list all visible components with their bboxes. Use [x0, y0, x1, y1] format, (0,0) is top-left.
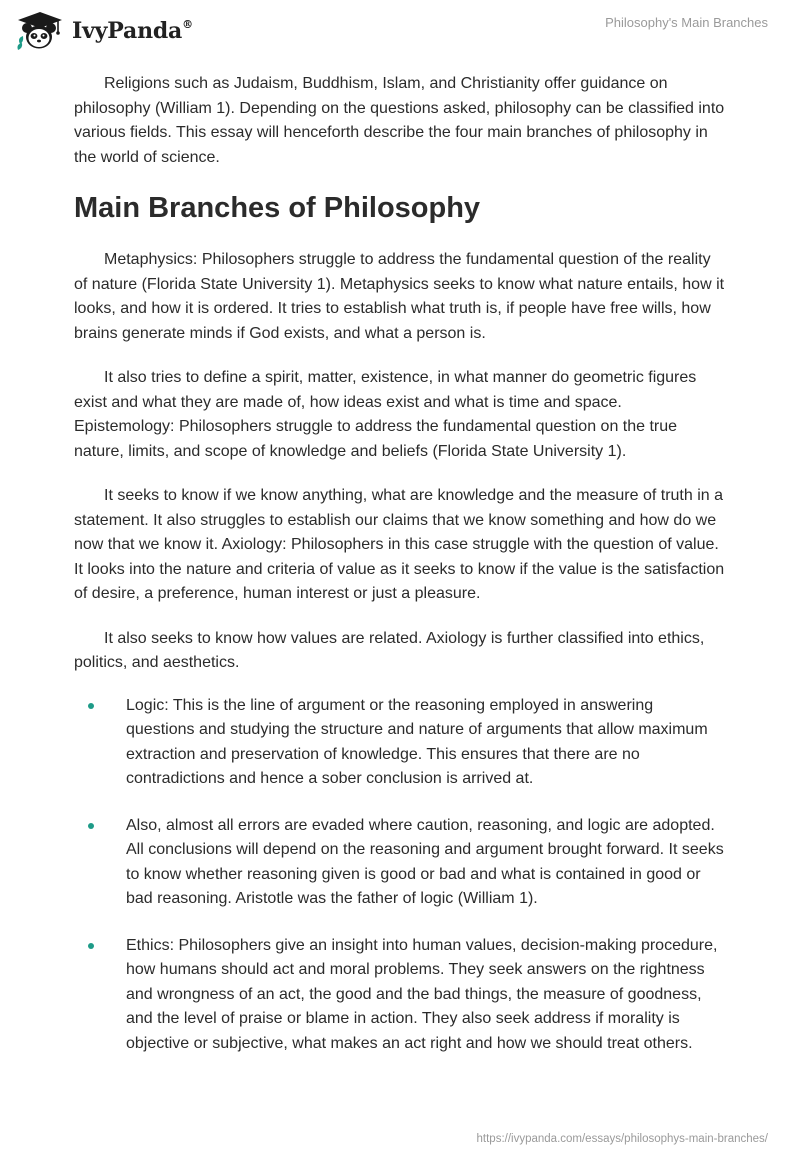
- list-item-text: Also, almost all errors are evaded where caution, reasoning, and logic are adopted. All conclusions will depend on the reasoning and argument brought forward. It seeks to know whether reasoning given is good or bad and what is contained in good or bad reasoning. Aristotle was the father of logic (William 1).: [126, 816, 724, 907]
- list-item: [126, 934, 726, 1057]
- source-url[interactable]: https://ivypanda.com/essays/philosophys-main-branches/: [476, 1133, 768, 1145]
- logo-wordmark: IvyPanda®: [72, 17, 193, 44]
- bullet-dot-icon: [88, 943, 94, 949]
- list-item: [126, 814, 726, 912]
- page-header: [0, 0, 800, 60]
- intro-paragraph: Religions such as Judaism, Buddhism, Islam, and Christianity offer guidance on philosophy (William 1). Depending on the questions asked, philosophy can be classified into various fields. This essay will henceforth describe the four main branches of philosophy in the world of science.: [74, 75, 725, 166]
- body-paragraph: It seeks to know if we know anything, what are knowledge and the measure of truth in a statement. It also struggles to establish our claims that we know something and how do we now that we know it. Axiology: Philosophers in this case struggle with the question of value. It looks into the nature and criteria of value as it seeks to know if the value is the satisfaction of desire, a preference, human interest or just a pleasure.: [74, 487, 725, 602]
- bullet-dot-icon: [88, 703, 94, 709]
- list-item: [126, 694, 726, 792]
- bullet-dot-icon: [88, 823, 94, 829]
- body-paragraph: It also seeks to know how values are related. Axiology is further classified into ethics, politics, and aesthetics.: [74, 629, 705, 671]
- body-paragraph: Metaphysics: Philosophers struggle to address the fundamental question of the reality of nature (Florida State University 1). Metaphysics seeks to know what nature entails, how it looks, and how it is ordered. It tries to establish what truth is, if people have free wills, how brains generate minds if God exists, and what a person is.: [74, 251, 725, 342]
- bullet-list: [74, 694, 726, 1057]
- panda-graduate-icon: [14, 10, 66, 52]
- essay-content: [74, 72, 726, 1078]
- running-title: Philosophy's Main Branches: [605, 15, 768, 30]
- section-heading: Main Branches of Philosophy: [74, 192, 481, 224]
- ivypanda-logo[interactable]: [14, 10, 193, 52]
- body-paragraph: It also tries to define a spirit, matter, existence, in what manner do geometric figures exist and what they are made of, how ideas exist and what is time and space. Epistemology: Philosophers struggle to address the fundamental question on the true nature, limits, and scope of knowledge and beliefs (Florida State University 1).: [74, 369, 697, 460]
- list-item-text: Ethics: Philosophers give an insight into human values, decision-making procedure, how humans should act and moral problems. They seek answers on the rightness and wrongness of an act, the good and the bad things, the measure of goodness, and the level of praise or blame in action. They also seek address if morality is objective or subjective, what makes an act right and how we should treat others.: [126, 936, 718, 1052]
- list-item-text: Logic: This is the line of argument or the reasoning employed in answering questions and studying the structure and nature of arguments that allow maximum extraction and preservation of knowledge. This ensures that there are no contradictions and hence a sober conclusion is arrived at.: [126, 696, 708, 787]
